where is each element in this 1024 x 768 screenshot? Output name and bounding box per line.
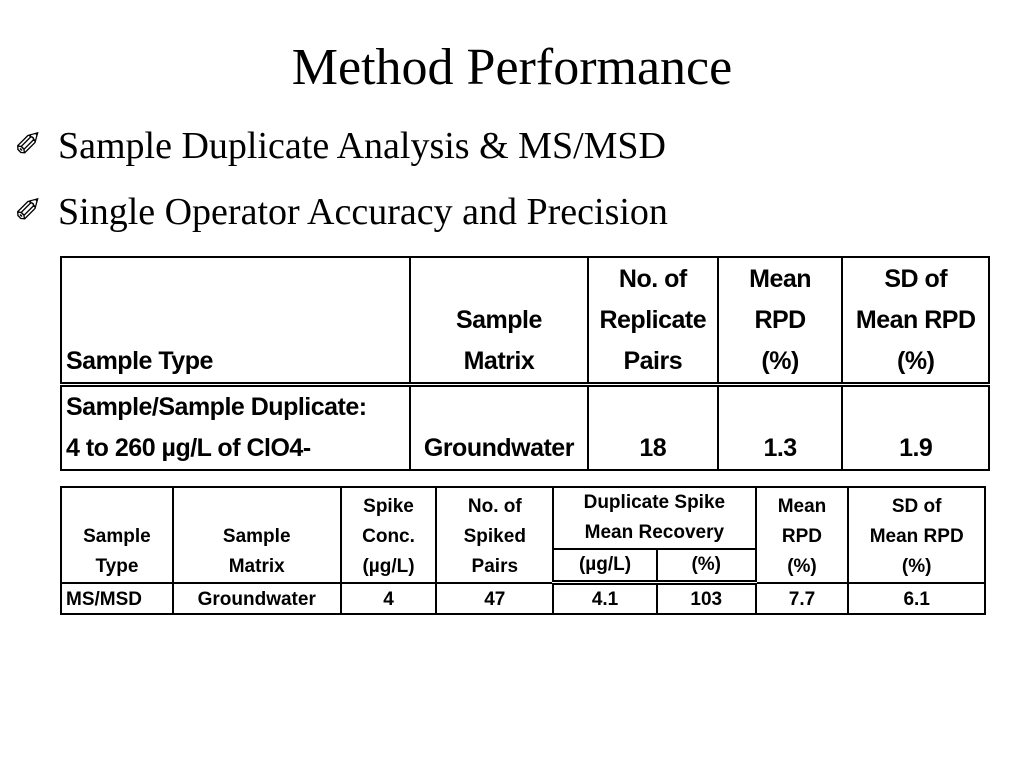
header-sd-mean-rpd: SD of Mean RPD (%) (848, 487, 985, 583)
header-recovery-pct: (%) (657, 549, 756, 583)
table-row (61, 583, 985, 615)
pencil-icon: ✐ (14, 127, 43, 164)
cell-mean-rpd: 1.3 (718, 385, 843, 471)
bullet-item (14, 122, 668, 188)
table-row (61, 385, 989, 471)
cell-recovery-pct: 103 (657, 583, 756, 615)
header-duplicate-spike-recovery: Duplicate Spike Mean Recovery (553, 487, 755, 549)
cell-sd-mean-rpd: 1.9 (842, 385, 989, 471)
table-header-row (61, 487, 985, 549)
cell-sd-mean-rpd: 6.1 (848, 583, 985, 615)
bullet-list (14, 122, 668, 254)
page-title: Method Performance (291, 39, 733, 96)
header-sample-type: Sample Type (61, 487, 173, 583)
header-sample-matrix: Sample Matrix (410, 257, 588, 385)
cell-spike-conc: 4 (341, 583, 437, 615)
header-sample-type: Sample Type (61, 257, 410, 385)
header-recovery-ugl: (µg/L) (553, 549, 657, 583)
header-mean-rpd: Mean RPD (%) (718, 257, 843, 385)
cell-spiked-pairs: 47 (436, 583, 553, 615)
cell-mean-rpd: 7.7 (756, 583, 849, 615)
cell-replicate-pairs: 18 (588, 385, 718, 471)
pencil-icon: ✐ (14, 193, 43, 230)
bullet-text: Single Operator Accuracy and Precision (58, 191, 668, 233)
ms-msd-table (60, 486, 986, 615)
cell-sample-type: Sample/Sample Duplicate: 4 to 260 µg/L of ClO4- (61, 385, 410, 471)
cell-recovery-ugl: 4.1 (553, 583, 657, 615)
header-spiked-pairs: No. of Spiked Pairs (436, 487, 553, 583)
header-spike-conc: Spike Conc. (µg/L) (341, 487, 437, 583)
header-mean-rpd: Mean RPD (%) (756, 487, 849, 583)
table-header-row (61, 257, 989, 385)
header-sd-mean-rpd: SD of Mean RPD (%) (842, 257, 989, 385)
header-sample-matrix: Sample Matrix (173, 487, 341, 583)
bullet-item (14, 188, 668, 254)
header-replicate-pairs: No. of Replicate Pairs (588, 257, 718, 385)
cell-sample-matrix: Groundwater (410, 385, 588, 471)
cell-sample-type: MS/MSD (61, 583, 173, 615)
bullet-text: Sample Duplicate Analysis & MS/MSD (58, 125, 666, 167)
cell-sample-matrix: Groundwater (173, 583, 341, 615)
sample-duplicate-table (60, 256, 990, 471)
